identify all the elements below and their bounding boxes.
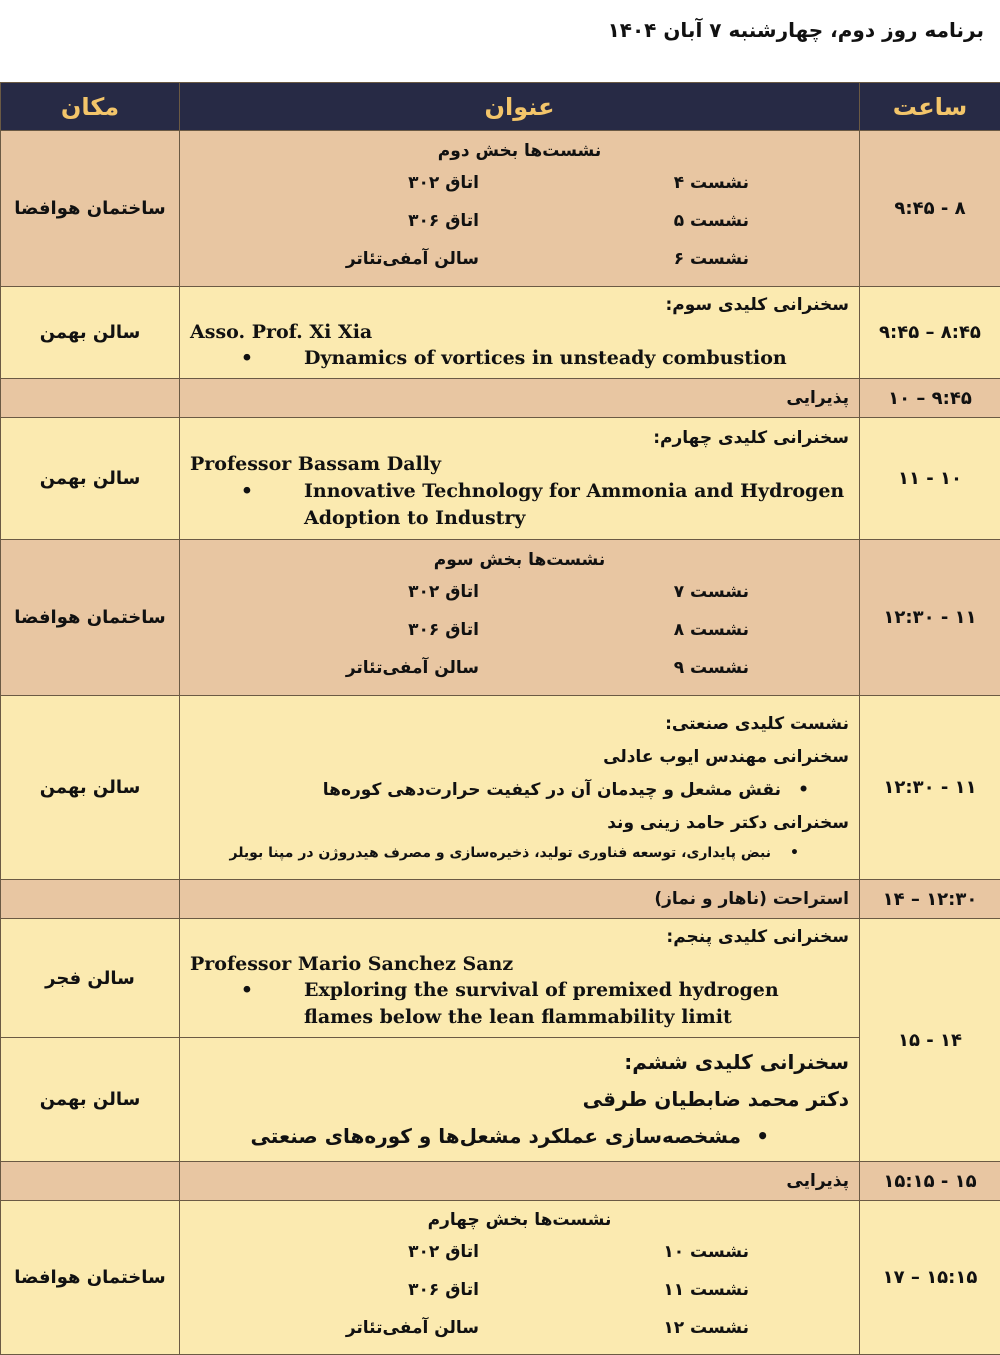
title-cell — [180, 287, 860, 379]
title-cell: پذیرایی — [180, 379, 860, 418]
topic-text: Dynamics of vortices in unsteady combustion — [304, 345, 787, 372]
session-group-heading: نشست‌ها بخش دوم — [190, 139, 849, 165]
speaker-name: Asso. Prof. Xi Xia — [190, 319, 849, 346]
topic-text: مشخصه‌سازی عملکرد مشعل‌ها و کوره‌های صنعتی — [251, 1118, 741, 1155]
session-room: اتاق ۳۰۶ — [229, 618, 559, 644]
time-cell: ۱۱ - ۱۲:۳۰ — [860, 540, 1000, 696]
place-cell: سالن بهمن — [1, 418, 180, 540]
place-cell: ساختمان هوافضا — [1, 131, 180, 287]
session-name: نشست ۴ — [559, 171, 849, 197]
topic-text: Exploring the survival of premixed hydrogen flames below the lean flammability limit — [304, 977, 849, 1030]
session-room: سالن آمفی‌تئاتر — [229, 1316, 559, 1342]
keynote-heading: سخنرانی کلیدی ششم: — [190, 1044, 849, 1081]
session-name: نشست ۶ — [559, 247, 849, 273]
topic-text: نقش مشعل و چیدمان آن در کیفیت حرارت‌دهی کوره‌ها — [323, 774, 781, 807]
topic-bullet — [190, 478, 849, 531]
session-line — [190, 1309, 849, 1347]
keynote-heading: نشست کلیدی صنعتی: — [190, 708, 849, 741]
time-cell: ۱۴ - ۱۵ — [860, 919, 1000, 1162]
place-cell: ساختمان هوافضا — [1, 1201, 180, 1355]
topic-bullet — [190, 1118, 769, 1155]
time-cell: ۱۲:۳۰ – ۱۴ — [860, 880, 1000, 919]
speaker-name: سخنرانی دکتر حامد زینی وند — [190, 807, 849, 840]
bullet-icon: • — [190, 977, 304, 1030]
time-cell: ۱۵ - ۱۵:۱۵ — [860, 1162, 1000, 1201]
session-name: نشست ۵ — [559, 209, 849, 235]
topic-bullet — [190, 774, 809, 807]
place-cell — [1, 880, 180, 919]
session-line — [190, 1233, 849, 1271]
keynote-heading: سخنرانی کلیدی پنجم: — [190, 925, 849, 951]
session-name: نشست ۸ — [559, 618, 849, 644]
session-room: اتاق ۳۰۶ — [229, 209, 559, 235]
title-cell: استراحت (ناهار و نماز) — [180, 880, 860, 919]
session-name: نشست ۱۱ — [559, 1278, 849, 1304]
title-cell — [180, 696, 860, 880]
table-row — [1, 418, 1000, 540]
session-line — [190, 649, 849, 687]
topic-bullet — [190, 977, 849, 1030]
page-title: برنامه روز دوم، چهارشنبه ۷ آبان ۱۴۰۴ — [608, 18, 984, 42]
topic-bullet — [190, 840, 799, 867]
title-cell — [180, 131, 860, 287]
title-cell — [180, 1038, 860, 1162]
session-room: اتاق ۳۰۲ — [229, 171, 559, 197]
table-row — [1, 1201, 1000, 1355]
topic-text: Innovative Technology for Ammonia and Hydrogen Adoption to Industry — [304, 478, 849, 531]
session-line — [190, 611, 849, 649]
speaker-name: Professor Mario Sanchez Sanz — [190, 951, 849, 978]
title-cell — [180, 1201, 860, 1355]
table-row — [1, 287, 1000, 379]
session-line — [190, 1271, 849, 1309]
session-name: نشست ۹ — [559, 656, 849, 682]
table-row — [1, 540, 1000, 696]
topic-bullet — [190, 345, 849, 372]
place-cell: سالن بهمن — [1, 696, 180, 880]
table-row — [1, 131, 1000, 287]
bullet-icon: • — [190, 478, 304, 531]
speaker-name: دکتر محمد ضابطیان طرقی — [190, 1081, 849, 1118]
title-cell — [180, 919, 860, 1038]
bullet-icon: • — [741, 1118, 769, 1155]
session-line — [190, 573, 849, 611]
session-room: سالن آمفی‌تئاتر — [229, 247, 559, 273]
time-cell: ۱۵:۱۵ – ۱۷ — [860, 1201, 1000, 1355]
session-name: نشست ۷ — [559, 580, 849, 606]
time-cell: ۱۰ - ۱۱ — [860, 418, 1000, 540]
table-row — [1, 880, 1000, 919]
topic-text: نبض پایداری، توسعه فناوری تولید، ذخیره‌سازی و مصرف هیدروژن در مپنا بویلر — [230, 840, 772, 867]
session-group-heading: نشست‌ها بخش سوم — [190, 548, 849, 574]
place-cell — [1, 1162, 180, 1201]
session-room: اتاق ۳۰۶ — [229, 1278, 559, 1304]
header-title: عنوان — [180, 83, 860, 131]
place-cell: سالن فجر — [1, 919, 180, 1038]
title-cell — [180, 418, 860, 540]
speaker-name: Professor Bassam Dally — [190, 451, 849, 478]
keynote-heading: سخنرانی کلیدی سوم: — [190, 293, 849, 319]
session-line — [190, 202, 849, 240]
session-room: اتاق ۳۰۲ — [229, 1240, 559, 1266]
session-name: نشست ۱۲ — [559, 1316, 849, 1342]
title-cell: پذیرایی — [180, 1162, 860, 1201]
time-cell: ۸ - ۹:۴۵ — [860, 131, 1000, 287]
table-row — [1, 379, 1000, 418]
schedule-table — [0, 82, 1000, 1355]
time-cell: ۸:۴۵ – ۹:۴۵ — [860, 287, 1000, 379]
session-line — [190, 240, 849, 278]
session-room: سالن آمفی‌تئاتر — [229, 656, 559, 682]
speaker-name: سخنرانی مهندس ایوب عادلی — [190, 741, 849, 774]
time-cell: ۱۱ - ۱۲:۳۰ — [860, 696, 1000, 880]
header-time: ساعت — [860, 83, 1000, 131]
bullet-icon: • — [190, 345, 304, 372]
time-cell: ۹:۴۵ – ۱۰ — [860, 379, 1000, 418]
session-room: اتاق ۳۰۲ — [229, 580, 559, 606]
session-name: نشست ۱۰ — [559, 1240, 849, 1266]
place-cell: سالن بهمن — [1, 1038, 180, 1162]
session-group-heading: نشست‌ها بخش چهارم — [190, 1208, 849, 1234]
table-row — [1, 919, 1000, 1038]
table-row — [1, 1162, 1000, 1201]
header-place: مکان — [1, 83, 180, 131]
bullet-icon: • — [781, 774, 809, 807]
title-cell — [180, 540, 860, 696]
place-cell: ساختمان هوافضا — [1, 540, 180, 696]
table-header-row — [1, 83, 1000, 131]
keynote-heading: سخنرانی کلیدی چهارم: — [190, 426, 849, 452]
session-line — [190, 164, 849, 202]
table-row — [1, 696, 1000, 880]
bullet-icon: • — [771, 840, 799, 867]
place-cell: سالن بهمن — [1, 287, 180, 379]
table-row — [1, 1038, 1000, 1162]
place-cell — [1, 379, 180, 418]
